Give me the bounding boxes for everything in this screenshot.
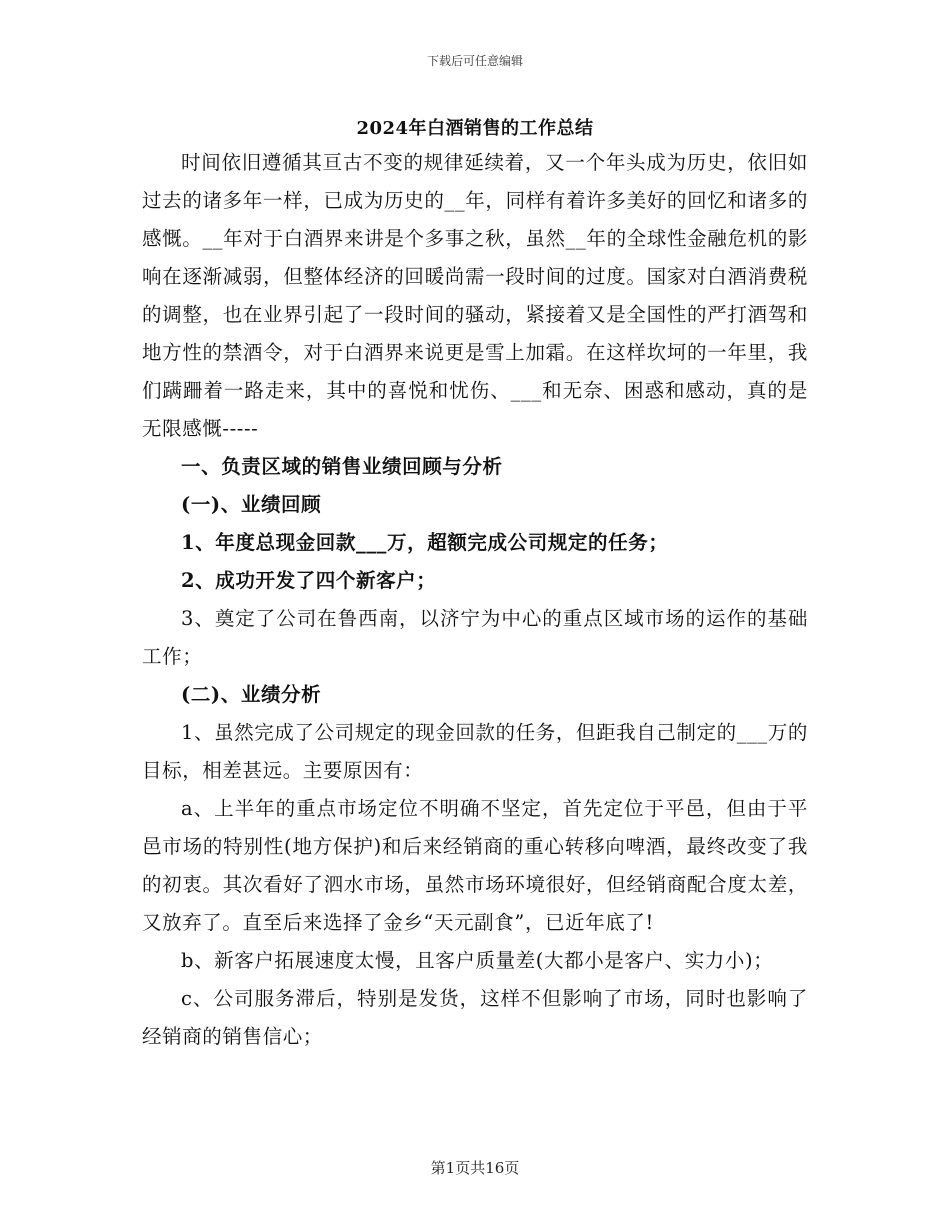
review-item-3: 3、奠定了公司在鲁西南，以济宁为中心的重点区域市场的运作的基础工作； [142,607,808,668]
review-item-2: 2、成功开发了四个新客户； [181,569,437,592]
review-item-1: 1、年度总现金回款___万，超额完成公司规定的任务； [181,531,669,554]
analysis-reason-b: b、新客户拓展速度太慢，且客户质量差(大都小是客户、实力小)； [181,949,774,972]
document-body [142,114,808,1056]
section-heading-1: 一、负责区域的销售业绩回顾与分析 [181,455,503,478]
page-footer: 第1页共16页 [430,1159,520,1177]
analysis-item-1: 1、虽然完成了公司规定的现金回款的任务，但距我自己制定的___万的目标，相差甚远。主要原因有： [142,721,808,782]
analysis-reason-a: a、上半年的重点市场定位不明确不坚定，首先定位于平邑，但由于平邑市场的特别性(地方保护)和后来经销商的重心转移向啤酒，最终改变了我的初衷。其次看好了泗水市场，虽然市场环境很好，但经销商配合度太差，又放弃了。直至后来选择了金乡“天元副食”，已近年底了! [142,797,808,934]
document-title: 2024年白酒销售的工作总结 [356,118,594,139]
subsection-heading-analysis: (二)、业绩分析 [181,683,322,706]
subsection-heading-review: (一)、业绩回顾 [181,493,322,516]
analysis-reason-c: c、公司服务滞后，特别是发货，这样不但影响了市场，同时也影响了经销商的销售信心； [142,987,808,1048]
intro-paragraph: 时间依旧遵循其亘古不变的规律延续着，又一个年头成为历史，依旧如过去的诸多年一样，已成为历史的__年，同样有着许多美好的回忆和诸多的感慨。__年对于白酒界来讲是个多事之秋，虽然__年的全球性金融危机的影响在逐渐减弱，但整体经济的回暖尚需一段时间的过度。国家对白酒消费税的调整，也在业界引起了一段时间的骚动，紧接着又是全国性的严打酒驾和地方性的禁酒令，对于白酒界来说更是雪上加霜。在这样坎坷的一年里，我们蹒跚着一路走来，其中的喜悦和忧伤、___和无奈、困惑和感动，真的是无限感慨----- [142,151,808,440]
page-header: 下载后可任意编辑 [426,54,523,68]
